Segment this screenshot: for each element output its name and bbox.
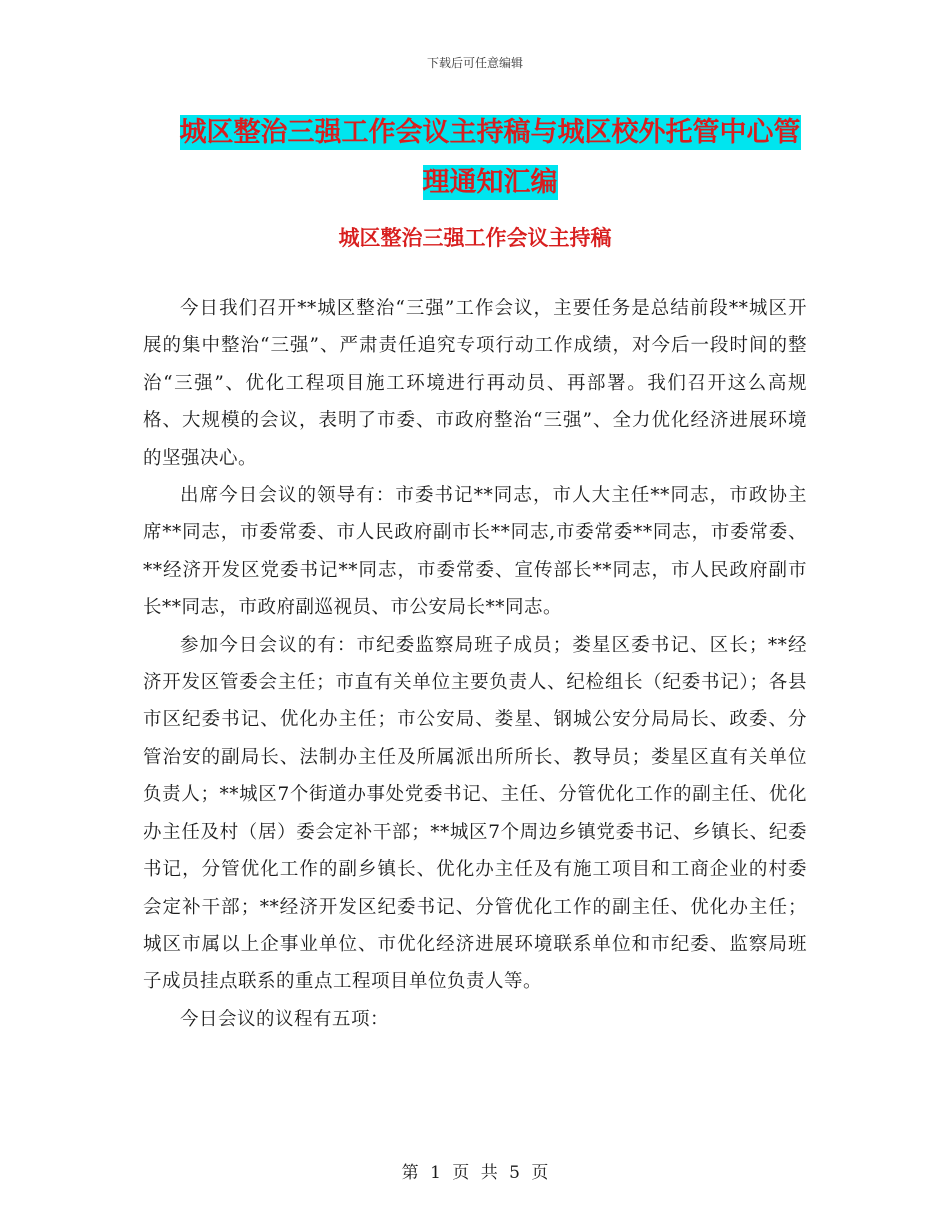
paragraph: 今日我们召开**城区整治“三强”工作会议，主要任务是总结前段**城区开展的集中整治“三强”、严肃责任追究专项行动工作成绩，对今后一段时间的整治“三强”、优化工程项目施工环境进行再动员、再部署。我们召开这么高规格、大规模的会议，表明了市委、市政府整治“三强”、全力优化经济进展环境的坚强决心。 — [143, 298, 807, 469]
body-text — [143, 290, 807, 1038]
paragraph: 今日会议的议程有五项： — [180, 1008, 390, 1030]
header-note: 下载后可任意编辑 — [426, 56, 523, 70]
title-line-2: 理通知汇编 — [422, 167, 558, 198]
section-title: 城区整治三强工作会议主持稿 — [338, 226, 612, 250]
title-line-1: 城区整治三强工作会议主持稿与城区校外托管中心管 — [179, 117, 801, 148]
page-footer: 第 1 页 共 5 页 — [401, 1163, 549, 1183]
paragraph: 出席今日会议的领导有：市委书记**同志，市人大主任**同志，市政协主席**同志，市委常委、市人民政府副市长**同志,市委常委**同志，市委常委、**经济开发区党委书记**同志，市委常委、宣传部长**同志，市人民政府副市长**同志，市政府副巡视员、市公安局长**同志。 — [143, 485, 807, 619]
document-title — [150, 108, 830, 208]
paragraph: 参加今日会议的有：市纪委监察局班子成员；娄星区委书记、区长；**经济开发区管委会主任；市直有关单位主要负责人、纪检组长（纪委书记）；各县市区纪委书记、优化办主任；市公安局、娄星、钢城公安分局局长、政委、分管治安的副局长、法制办主任及所属派出所所长、教导员；娄星区直有关单位负责人；**城区7个街道办事处党委书记、主任、分管优化工作的副主任、优化办主任及村（居）委会定补干部；**城区7个周边乡镇党委书记、乡镇长、纪委书记，分管优化工作的副乡镇长、优化办主任及有施工项目和工商企业的村委会定补干部；**经济开发区纪委书记、分管优化工作的副主任、优化办主任；城区市属以上企事业单位、市优化经济进展环境联系单位和市纪委、监察局班子成员挂点联系的重点工程项目单位负责人等。 — [143, 634, 807, 993]
